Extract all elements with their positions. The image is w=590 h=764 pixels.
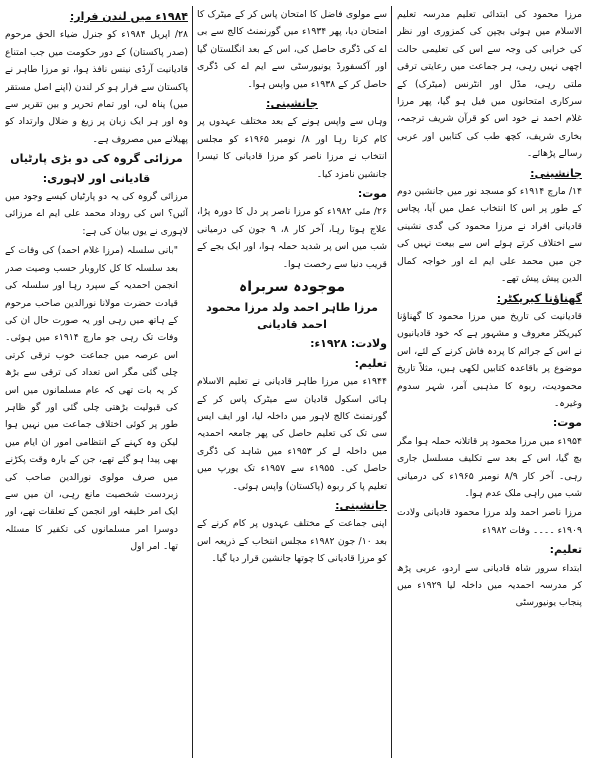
section-heading: ولادت: ۱۹۲۸ء: (310, 337, 387, 351)
section-heading: جانشینی: (266, 97, 318, 111)
section-heading: ۱۹۸۴ء میں لندن فرار: (69, 10, 188, 23)
paragraph: سے مولوی فاضل کا امتحان پاس کر کے میٹرک کا امتحان دیا، پھر ۱۹۳۴ء میں گورنمنٹ کالج سے بی اے کی ڈگری حاصل کی، اس کے بعد انگلستان گیا اور آکسفورڈ یونیورسٹی سے ایم اے کی ڈگری حاصل کر کے ۱۹۳۸ء میں واپس ہوا۔ (197, 9, 387, 90)
section-subtitle: مرزا طاہر احمد ولد مرزا محمود احمد قادیانی (206, 300, 378, 331)
paragraph: ۱۹۴۴ء میں مرزا طاہر قادیانی نے تعلیم الاسلام ہائی اسکول قادیان سے میٹرک پاس کر کے گورنمنٹ کالج لاہور میں داخلہ لیا، اور ایف ایس سی تک کی تعلیم حاصل کی پھر جامعہ احمدیہ میں داخلہ لے کر ۱۹۵۳ء میں شاہد کی ڈگری حاصل کی۔ ۱۹۵۵ء سے ۱۹۵۷ء تک یورپ میں تعلیم پا کر ربوہ (پاکستان) واپس ہوئی۔ (197, 376, 387, 492)
column-divider (391, 6, 392, 758)
section-heading: مرزائی گروہ کی دو بڑی پارٹیاں (10, 152, 183, 166)
paragraph: ۲۶/ مئی ۱۹۸۲ء کو مرزا ناصر پر دل کا دورہ پڑا، علاج ہوتا رہا، آخر کار ۸، ۹ جون کی درمیانی شب میں اس پر شدید حملہ ہوا، اور ایک بجے کے قریب دنیا سے رخصت ہوا۔ (197, 206, 387, 270)
column-left (5, 6, 188, 760)
paragraph: ۱۹۵۴ء میں مرزا محمود پر قاتلانہ حملہ ہوا مگر بچ گیا، اس کے بعد سے تکلیف مسلسل جاری رہی۔ آخر کار ۸/۹ نومبر ۱۹۶۵ء کی درمیانی شب میں راہی ملک عدم ہوا۔ (397, 435, 582, 499)
section-title: موجودہ سربراہ (238, 279, 346, 296)
paragraph: قادیانیت کی تاریخ میں مرزا محمود کا گھناؤنا کیریکٹر معروف و مشہور ہے کہ خود قادیانیوں نے اس کے جرائم کا پردہ فاش کرنے کے لئے، اس موضوع پر باقاعدہ کتابیں لکھی ہیں، مثلاً تاریخ محمودیت، ربوہ کا مذہبی آمر، شہر سدوم وغیرہ۔ (397, 310, 582, 409)
section-heading: موت: (552, 416, 582, 430)
section-heading: تعلیم: (354, 356, 387, 370)
section-heading: جانشینی: (335, 498, 387, 512)
section-heading: قادیانی اور لاہوری: (42, 171, 151, 185)
paragraph: مرزا ناصر احمد ولد مرزا محمود قادیانی ولادت ۱۹۰۹ء ۔۔۔۔ وفات ۱۹۸۲ء (397, 507, 582, 536)
paragraph: مرزائی گروہ کی یہ دو پارٹیاں کیسے وجود میں آئیں؟ اس کی روداد محمد علی ایم اے مرزائی لاہوری نے یوں بیان کی ہے: (5, 191, 188, 237)
paragraph: ابتداء سرور شاہ قادیانی سے اردو، عربی پڑھ کر مدرسہ احمدیہ میں داخلہ لیا ۱۹۲۹ء میں پنجاب یونیورسٹی (397, 562, 582, 609)
paragraph: اپنی جماعت کے مختلف عہدوں پر کام کرنے کے بعد ۱۰/ جون ۱۹۸۲ء مجلس انتخاب کے ذریعہ اس کو مرزا قادیانی کا چوتھا جانشین قرار دیا گیا۔ (197, 518, 387, 565)
paragraph: وہاں سے واپس ہونے کے بعد مختلف عہدوں پر کام کرتا رہا اور ۸/ نومبر ۱۹۶۵ء کو مجلس انتخاب نے مرزا ناصر کو مرزا قادیانی کا تیسرا جانشین نامزد کیا۔ (197, 116, 387, 180)
section-heading: تعلیم: (549, 543, 582, 557)
paragraph: ۲۸/ اپریل ۱۹۸۴ء کو جنرل ضیاء الحق مرحوم (صدر پاکستان) کے دور حکومت میں جب امتناع قادیانیت آرڈی نینس نافذ ہوا، تو مرزا طاہر نے پاکستان سے فرار ہو کر لندن (اپنے اصل مستقر میں) پناہ لی، اور تمام تحریر و بین تقریر سے وہ اور ہر ایک زبان پر زیغ و ضلال وارتداد کو پھیلانے میں مصروف ہے۔ (5, 29, 188, 145)
paragraph: ۱۴/ مارچ ۱۹۱۴ء کو مسجد نور میں جانشین دوم کے طور پر اس کا انتخاب عمل میں آیا، پچاس قادیانی افراد نے مرزا محمود کی گدی نشینی سے اختلاف کرتے ہوئے اس سے بیعت نہیں کی جن میں محمد علی ایم اے اور خواجہ کمال الدین پیش پیش تھے۔ (397, 186, 582, 285)
column-middle (197, 6, 387, 760)
section-heading: گھناؤنا کیریکٹر: (496, 291, 582, 305)
section-heading: موت: (357, 187, 387, 201)
paragraph: مرزا محمود کی ابتدائی تعلیم مدرسہ تعلیم الاسلام میں ہوئی بچپن کی کمزوری اور نظر کی خرابی کی وجہ سے اس کی تعلیمی حالت اچھی نہیں رہی، ہر جماعت میں رعایتی ترقی ملتی رہی، مڈل اور انٹرنس (میٹرک) کے سرکاری امتحانوں میں فیل ہو گیا، پھر مرزا غلام احمد نے خود اس کو قرآن شریف ترجمہ، بخاری شریف، کچھ طب کی کتابیں اور عربی رسالے پڑھائے۔ (397, 9, 582, 160)
section-heading: جانشینی: (530, 166, 582, 180)
quotation: "بانی سلسلہ (مرزا غلام احمد) کی وفات کے بعد سلسلہ کا کل کاروبار حسب وصیت صدر انجمن احمدیہ کے سپرد رہا اور سلسلہ کی قیادت حضرت مولانا نورالدین صاحب مرحوم کے ہاتھ میں رہی اور یہ صورت حال ان کی وفات تک رہی جو مارچ ۱۹۱۴ء میں ہوئی۔ اس عرصہ میں جماعت خوب ترقی کرتی چلی گئی مگر اس تعداد کی ترقی سے بڑھ کر یہ بات تھی کہ عام مسلمانوں میں اس کی قبولیت بڑھتی چلی گئی اور گو ظاہر طور پر کوئی اختلاف جماعت میں نہیں ہوا لیکن وہ کہنے کے انتظامی امور ان ایام میں بھی پیدا ہو گئے تھے، جن کے بارہ وقت پکڑنے میں صرف مولوی نورالدین صاحب کی زبردست شخصیت مانع رہی، ان میں سے ایک امر خلیفہ اور انجمن کے تعلقات تھے، اور دوسرا امر مسلمانوں کی تکفیر کا مسئلہ تھا۔ امر اول (5, 245, 178, 553)
column-divider (192, 6, 193, 758)
column-right (397, 6, 582, 760)
